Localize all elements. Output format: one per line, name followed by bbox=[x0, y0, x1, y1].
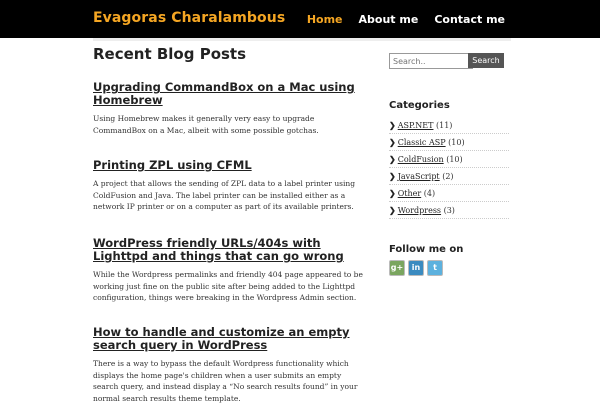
post-item bbox=[93, 81, 365, 136]
category-count: (3) bbox=[443, 206, 455, 215]
nav-contact[interactable]: Contact me bbox=[434, 12, 505, 26]
nav-home[interactable]: Home bbox=[306, 12, 343, 26]
search-input[interactable] bbox=[389, 53, 473, 69]
category-item bbox=[389, 168, 509, 185]
category-count: (4) bbox=[423, 189, 436, 198]
category-link[interactable]: ColdFusion bbox=[397, 155, 444, 164]
chevron-right-icon: ❯ bbox=[389, 171, 396, 181]
categories-heading: Categories bbox=[389, 100, 450, 111]
top-header-bar bbox=[0, 0, 600, 38]
chevron-right-icon: ❯ bbox=[389, 137, 396, 147]
category-link[interactable]: Other bbox=[397, 189, 422, 198]
site-brand[interactable]: Evagoras Charalambous bbox=[93, 10, 286, 26]
search-button[interactable]: Search bbox=[468, 53, 504, 68]
category-link[interactable]: ASP.NET bbox=[397, 121, 434, 130]
post-excerpt: Using Homebrew makes it generally very easy to upgrade CommandBox on a Mac, albeit with some possible gotchas. bbox=[93, 114, 319, 135]
chevron-right-icon: ❯ bbox=[389, 188, 396, 198]
category-link[interactable]: Wordpress bbox=[397, 206, 442, 215]
post-excerpt: There is a way to bypass the default Wordpress functionality which displays the home page's children when a user submits an empty search query, and instead display a “No search results found” in your normal search results theme template. bbox=[93, 359, 358, 403]
post-item bbox=[93, 237, 365, 304]
twitter-icon[interactable]: t bbox=[427, 260, 443, 276]
category-item bbox=[389, 117, 509, 134]
category-item bbox=[389, 202, 509, 219]
category-link[interactable]: JavaScript bbox=[397, 172, 440, 181]
social-links bbox=[389, 260, 443, 276]
post-title-link[interactable]: Printing ZPL using CFML bbox=[93, 158, 252, 172]
post-title-link[interactable]: How to handle and customize an empty search query in WordPress bbox=[93, 325, 350, 352]
post-item bbox=[93, 326, 365, 404]
header-divider bbox=[93, 38, 511, 41]
google-plus-icon[interactable]: g+ bbox=[389, 260, 405, 276]
chevron-right-icon: ❯ bbox=[389, 205, 396, 215]
category-count: (2) bbox=[442, 172, 454, 181]
category-count: (10) bbox=[446, 155, 463, 164]
chevron-right-icon: ❯ bbox=[389, 154, 396, 164]
category-item bbox=[389, 185, 509, 202]
main-nav bbox=[307, 0, 600, 38]
linkedin-icon[interactable]: in bbox=[408, 260, 424, 276]
post-title-link[interactable]: WordPress friendly URLs/404s with Lighttpd and things that can go wrong bbox=[93, 236, 344, 263]
category-list bbox=[389, 117, 509, 219]
post-excerpt: While the Wordpress permalinks and friendly 404 page appeared to be working just fine on the public site after being added to the Lighttpd configuration, things were breaking in the Wordpress Admin section. bbox=[93, 270, 363, 302]
nav-about[interactable]: About me bbox=[358, 12, 419, 26]
category-count: (11) bbox=[436, 121, 453, 130]
chevron-right-icon: ❯ bbox=[389, 120, 396, 130]
post-item bbox=[93, 159, 365, 213]
post-excerpt: A project that allows the sending of ZPL data to a label printer using ColdFusion and Java. The label printer can be installed either as a network IP printer or on a computer as part of its available printers. bbox=[93, 179, 356, 211]
category-item bbox=[389, 134, 509, 151]
category-count: (10) bbox=[448, 138, 465, 147]
category-link[interactable]: Classic ASP bbox=[397, 138, 446, 147]
follow-heading: Follow me on bbox=[389, 244, 464, 255]
post-title-link[interactable]: Upgrading CommandBox on a Mac using Homebrew bbox=[93, 80, 355, 107]
page-title: Recent Blog Posts bbox=[93, 45, 247, 63]
category-item bbox=[389, 151, 509, 168]
